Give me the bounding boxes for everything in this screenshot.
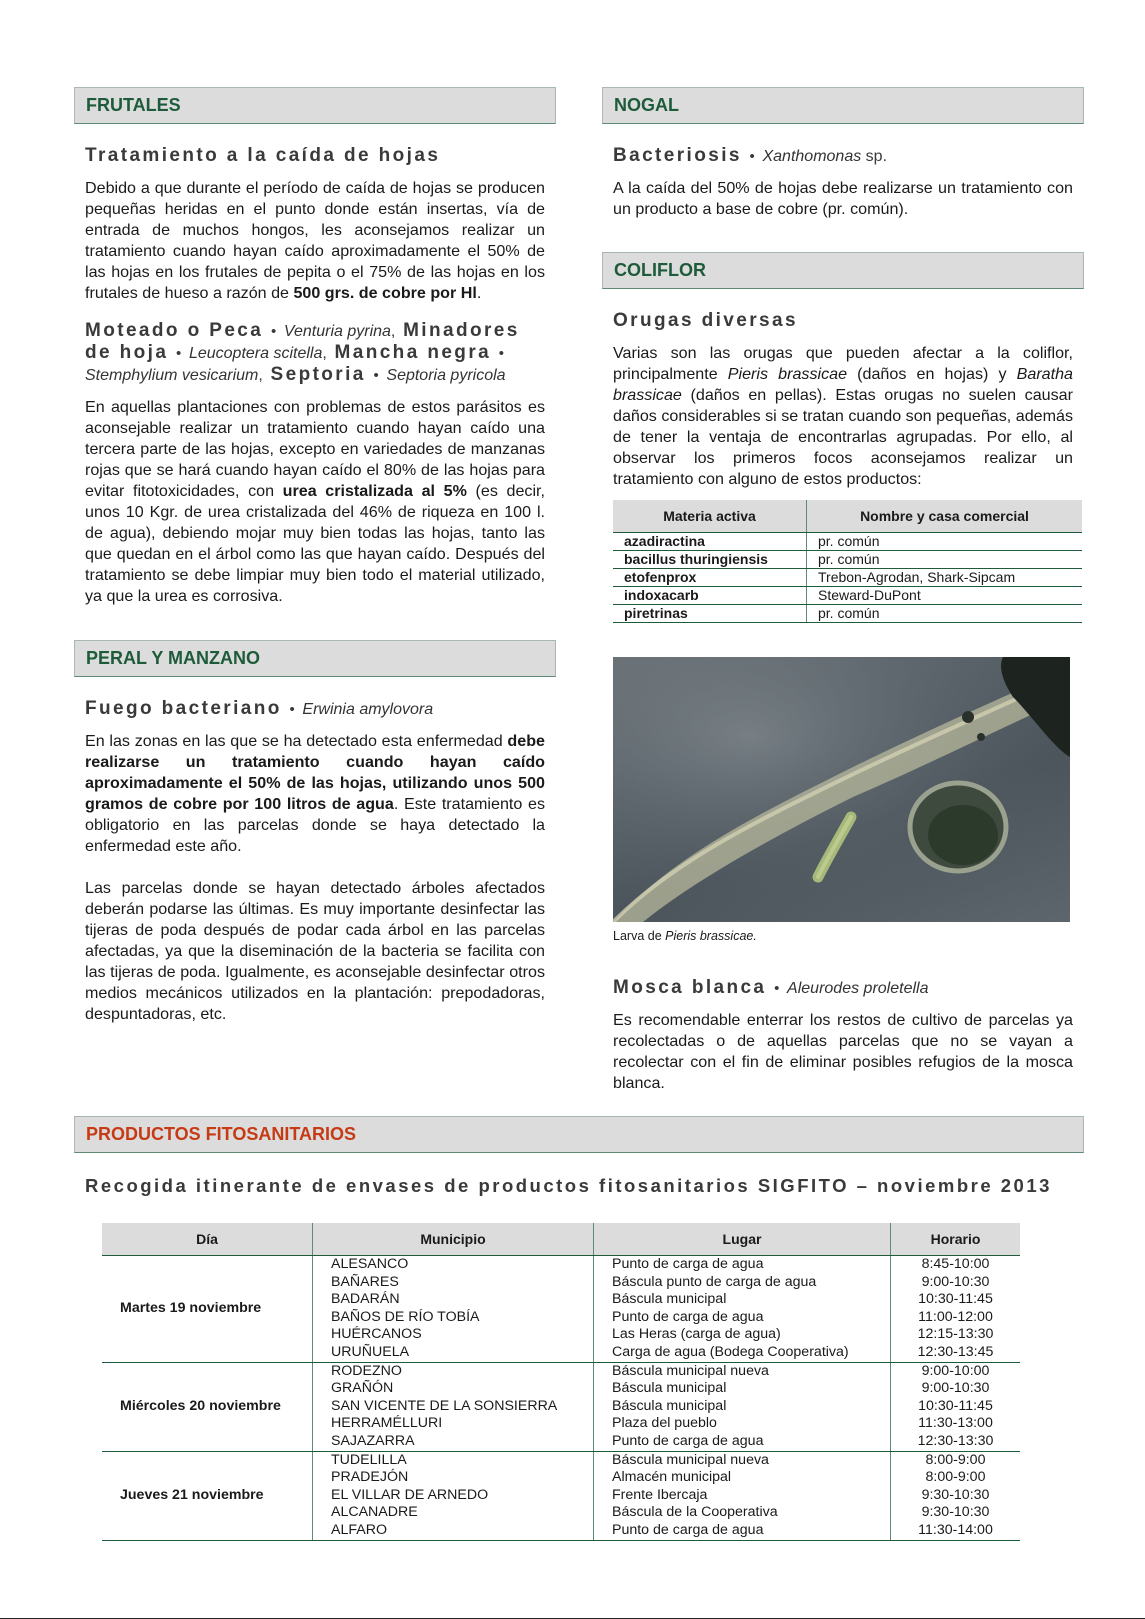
table-row [613, 569, 1082, 587]
peral-paragraph-1: En las zonas en las que se ha detectado esta enfermedad debe realizarse un tratamiento cuando hayan caído aproximadamente el 50% de las hojas, utilizando unos 500 gramos de cobre por 100 litros de agua. Este tratamiento es obligatorio en las parcelas donde se haya detectado la enfermedad este año. [85, 732, 545, 855]
cell-nombre: pr. común [807, 605, 1083, 623]
peral-title: Fuego bacteriano • Erwinia amylovora [85, 698, 434, 719]
col-horario: Horario [891, 1223, 1021, 1256]
cell-horarios: 9:00-10:00 9:00-10:30 10:30-11:45 11:30-13:00 12:30-13:30 [891, 1362, 1021, 1451]
cell-lugares: Báscula municipal nueva Almacén municipal Frente Ibercaja Báscula de la Cooperativa Punto de carga de agua [594, 1451, 891, 1540]
frutales-paragraph-1: Debido a que durante el período de caída de hojas se producen pequeñas heridas en el punto donde están insertas, vía de entrada de muchos hongos, les aconsejamos realizar un tratamiento cuando hayan caído aproximadamente el 50% de las hojas en los frutales de pepita o el 75% de las hojas en los frutales de hueso a razón de 500 grs. de cobre por Hl. [85, 179, 545, 302]
frutales-title: Tratamiento a la caída de hojas [85, 145, 441, 166]
productos-section [74, 1116, 1084, 1541]
right-column [602, 87, 1084, 623]
cell-dia: Jueves 21 noviembre [102, 1451, 313, 1540]
coliflor-header: COLIFLOR [602, 252, 1084, 289]
cell-materia: indoxacarb [613, 587, 807, 605]
col-municipio: Municipio [313, 1223, 594, 1256]
productos-title: Recogida itinerante de envases de productos fitosanitarios SIGFITO – noviembre 2013 [85, 1175, 1052, 1196]
coliflor-title: Orugas diversas [613, 310, 798, 331]
cell-horarios: 8:45-10:00 9:00-10:30 10:30-11:45 11:00-12:00 12:15-13:30 12:30-13:45 [891, 1256, 1021, 1363]
larva-photo-illustration [613, 657, 1070, 922]
table-row [613, 551, 1082, 569]
cell-dia: Martes 19 noviembre [102, 1256, 313, 1363]
coliflor-products-table [613, 500, 1082, 623]
cell-municipios: ALESANCO BAÑARES BADARÁN BAÑOS DE RÍO TOBÍA HUÉRCANOS URUÑUELA [313, 1256, 594, 1363]
frutales-header: FRUTALES [74, 87, 556, 124]
table-row [102, 1256, 1020, 1363]
cell-materia: etofenprox [613, 569, 807, 587]
table-row [102, 1362, 1020, 1451]
cell-materia: bacillus thuringiensis [613, 551, 807, 569]
nogal-header: NOGAL [602, 87, 1084, 124]
cell-municipios: RODEZNO GRAÑÓN SAN VICENTE DE LA SONSIERRA HERRAMÉLLURI SAJAZARRA [313, 1362, 594, 1451]
frutales-diseases-heading: Moteado o Peca • Venturia pyrina, Minadores de hoja • Leucoptera scitella, Mancha negra • Stemphylium vesicarium, Septoria • Septoria pyricola [85, 320, 520, 385]
col-dia: Día [102, 1223, 313, 1256]
cell-materia: piretrinas [613, 605, 807, 623]
peral-paragraph-2: Las parcelas donde se hayan detectado árboles afectados deberán podarse las últimas. Es muy importante desinfectar las tijeras de poda después de podar cada árbol en las parcelas afectadas, ya que la diseminación de la bacteria se facilita con las tijeras de poda. Igualmente, es aconsejable desinfectar otros medios mecánicos utilizados en la plantación: prepodadoras, despuntadoras, etc. [85, 879, 545, 1023]
recogida-table [102, 1223, 1020, 1541]
coliflor-paragraph: Varias son las orugas que pueden afectar a la coliflor, principalmente Pieris brassicae (daños en hojas) y Baratha brassicae (daños en pellas). Estas orugas no suelen causar daños considerables si se tratan cuando son pequeñas, además de tener la ventaja de encontrarlas agrupadas. Por ello, al observar los primeros focos aconsejamos realizar un tratamiento con alguno de estos productos: [613, 344, 1074, 488]
mosca-paragraph: Es recomendable enterrar los restos de cultivo de parcelas ya recolectadas o de aquellas parcelas que no se vayan a recolectar con el fin de eliminar posibles refugios de la mosca blanca. [613, 1011, 1073, 1092]
larva-photo [613, 657, 1070, 922]
col-lugar: Lugar [594, 1223, 891, 1256]
col-materia-activa: Materia activa [613, 500, 807, 533]
nogal-title: Bacteriosis • Xanthomonas sp. [613, 145, 888, 166]
cell-nombre: Trebon-Agrodan, Shark-Sipcam [807, 569, 1083, 587]
left-column [74, 87, 556, 1025]
cell-horarios: 8:00-9:00 8:00-9:00 9:30-10:30 9:30-10:30 11:30-14:00 [891, 1451, 1021, 1540]
frutales-paragraph-2: En aquellas plantaciones con problemas de estos parásitos es aconsejable realizar un tratamiento cuando hayan caído una tercera parte de las hojas, excepto en variedades de manzanas rojas que se hará cuando hayan caído el 80% de las hojas para evitar fitotoxicidades, con urea cristalizada al 5% (es decir, unos 10 Kgr. de urea cristalizada del 46% de riqueza en 100 l. de agua), debiendo mojar muy bien todas las hojas, tanto las que quedan en el árbol como las que hayan caído. Después del tratamiento se debe limpiar muy bien todo el material utilizado, ya que la urea es corrosiva. [85, 398, 545, 605]
table-row [613, 605, 1082, 623]
nogal-paragraph: A la caída del 50% de hojas debe realizarse un tratamiento con un producto a base de cobre (pr. común). [613, 179, 1073, 218]
cell-nombre: Steward-DuPont [807, 587, 1083, 605]
cell-lugares: Báscula municipal nueva Báscula municipal Báscula municipal Plaza del pueblo Punto de carga de agua [594, 1362, 891, 1451]
table-row [613, 587, 1082, 605]
table-row [613, 533, 1082, 551]
peral-header: PERAL Y MANZANO [74, 640, 556, 677]
mosca-section [613, 977, 1073, 1094]
cell-municipios: TUDELILLA PRADEJÓN EL VILLAR DE ARNEDO ALCANADRE ALFARO [313, 1451, 594, 1540]
cell-dia: Miércoles 20 noviembre [102, 1362, 313, 1451]
cell-materia: azadiractina [613, 533, 807, 551]
mosca-title: Mosca blanca • Aleurodes proletella [613, 977, 929, 998]
cell-nombre: pr. común [807, 533, 1083, 551]
cell-lugares: Punto de carga de agua Báscula punto de carga de agua Báscula municipal Punto de carga de agua Las Heras (carga de agua) Carga de agua (Bodega Cooperativa) [594, 1256, 891, 1363]
cell-nombre: pr. común [807, 551, 1083, 569]
photo-caption: Larva de Pieris brassicae. [613, 929, 757, 943]
table-row [102, 1451, 1020, 1540]
col-nombre-comercial: Nombre y casa comercial [807, 500, 1083, 533]
productos-header: PRODUCTOS FITOSANITARIOS [74, 1116, 1084, 1153]
